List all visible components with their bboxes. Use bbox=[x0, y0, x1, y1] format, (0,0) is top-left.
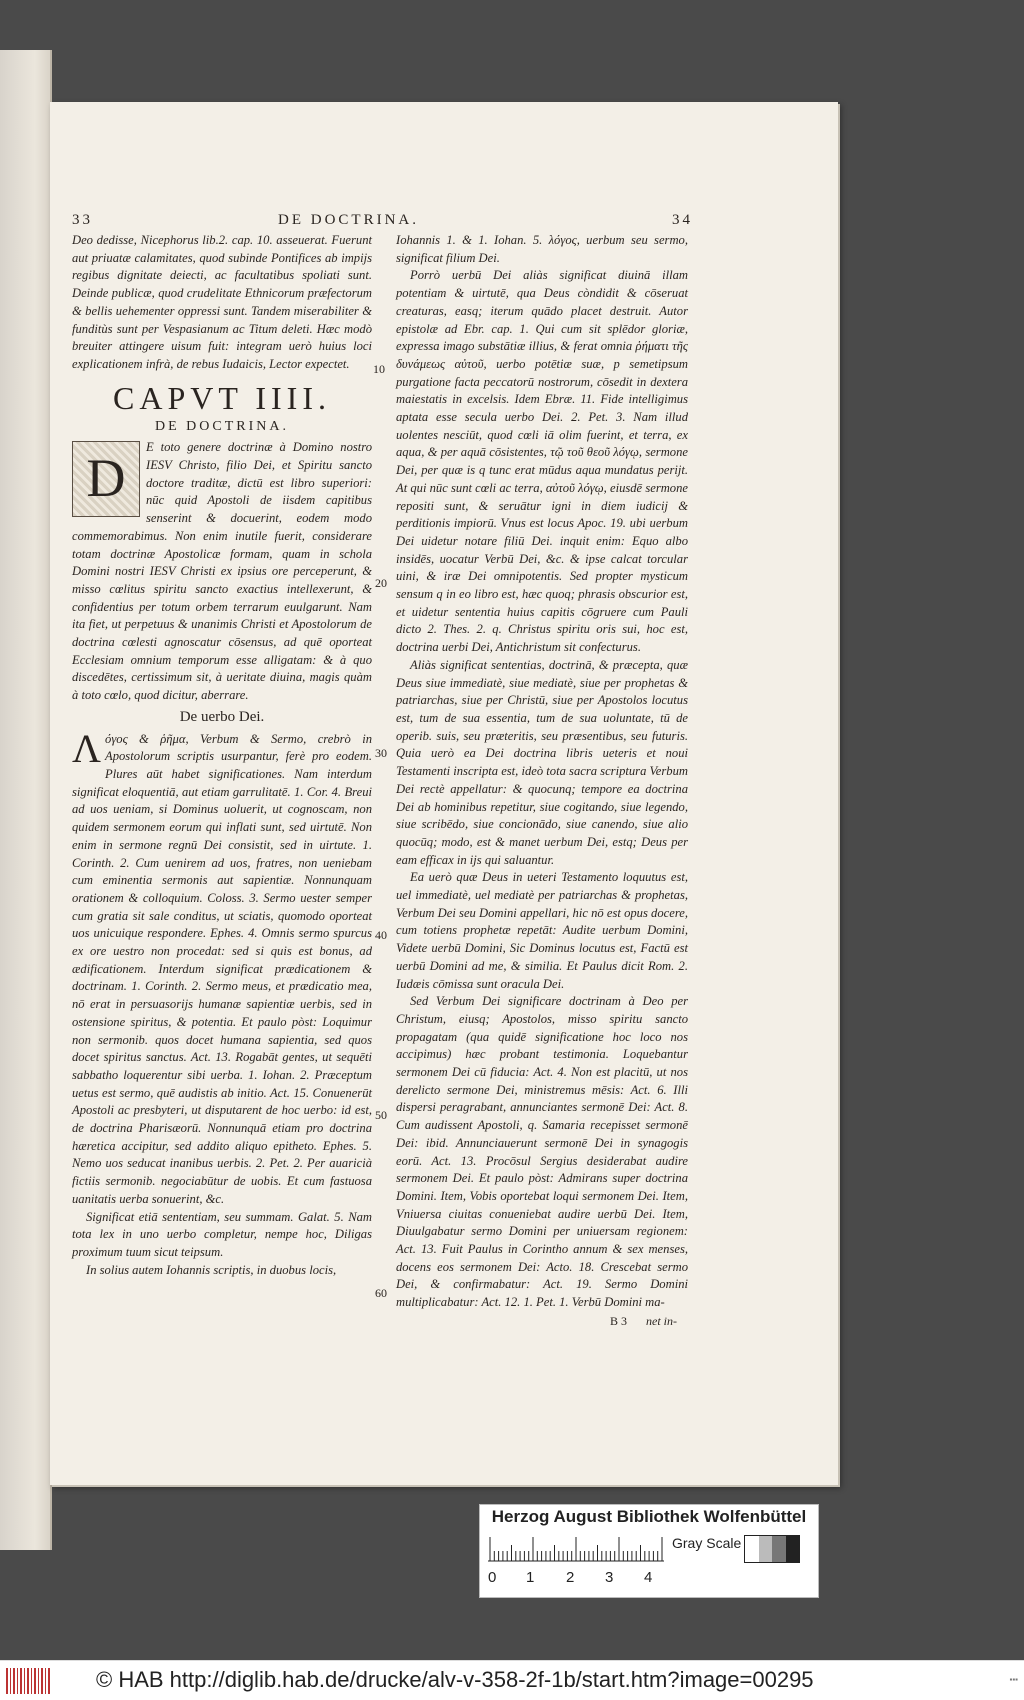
document-page bbox=[50, 102, 838, 1485]
left-paragraph-4: Significat etiā sententiam, seu summam. Galat. 5. Nam tota lex in uno uerbo completur, nempe hoc, Diligas proximum tuum sicut teipsum. bbox=[72, 1209, 372, 1259]
catchword: net in- bbox=[646, 1314, 677, 1328]
ruler-digit-3: 3 bbox=[605, 1569, 614, 1586]
left-paragraph-5: In solius autem Iohannis scriptis, in duobus locis, bbox=[86, 1262, 337, 1277]
viewer-footer bbox=[0, 1660, 1024, 1700]
right-paragraph-2: Porrò uerbū Dei aliàs significat diuinā illam potentiam & uirtutē, qua Deus còndidit & cōseruat creaturas, easq; iterum quādo placet destruit. Autor epistolæ ad Ebr. cap. 1. Qui cum sit splēdor gloriæ, expressa imago substātiæ illius, & ferat omnia ῥήματι τῆς δυνάμεως αὐτοῦ, uerbo potētiæ suæ, p semetipsum purgatione facta peccatorū nostrorum, cōsedit in dextera maiestatis in excelsis. Idem Ebræ. 11. Fide intelligimus aptata esse secula uerbo Dei. 2. Pet. 3. Nam illud uolentes nesciūt, quod cœli iā olim fuerint, et terra, ex aqua, & per aquā cōsistentes, τῷ τοῦ θεοῦ λόγῳ, sermone Dei, per quæ is q tunc erat mūdus aqua mundatus perijt. At qui nūc sunt cœli ac terra, αὐτοῦ λόγῳ, eiusdē sermone repositi sunt, & seruātur igni in diem iudicij & perditionis impiorū. Vnus est locus Apoc. 19. ubi uerbum Dei uidetur notare filiū Dei. inquit enim: Equo albo insidēs, uocatur Verbū Dei, &c. & ipse calcat torcular uini, & iræ Dei omnipotentis. Sed propter mysticum sensum q in eo libro est, hæc quoq; phrasis obscurior est, et uidetur sententia huius capitis cōgruere cum Pauli dicto 2. Thes. 2. q. Christus spiritu oris sui, hoc est, doctrina uerbi Dei, Antichristum sit confecturus. bbox=[396, 268, 688, 655]
line-number-20: 20 bbox=[375, 576, 387, 590]
right-paragraph-1: Iohannis 1. & 1. Iohan. 5. λόγος, uerbum seu sermo, significat filium Dei. bbox=[396, 233, 688, 265]
corner-mark-icon: ▪▪▪ bbox=[1009, 1675, 1018, 1684]
line-number-60: 60 bbox=[375, 1286, 387, 1300]
barcode-icon bbox=[6, 1668, 50, 1694]
chapter-title: CAPVT IIII. bbox=[113, 379, 331, 416]
source-url[interactable]: © HAB http://diglib.hab.de/drucke/alv-v-358-2f-1b/start.htm?image=00295 bbox=[96, 1667, 814, 1692]
running-title: DE DOCTRINA. bbox=[278, 212, 419, 228]
section-title: De uerbo Dei. bbox=[179, 708, 265, 725]
gray-scale-label: Gray Scale bbox=[672, 1535, 742, 1551]
library-color-card bbox=[479, 1504, 819, 1598]
line-number-50: 50 bbox=[375, 1108, 387, 1122]
ruler-digit-2: 2 bbox=[566, 1569, 575, 1586]
signature-mark: B 3 bbox=[610, 1314, 628, 1328]
left-column bbox=[72, 232, 372, 1279]
section-opening bbox=[72, 725, 372, 1209]
chapter-subtitle: DE DOCTRINA. bbox=[155, 418, 289, 434]
left-paragraph-2: E toto genere doctrinæ à Domino nostro IESV Christo, filio Dei, et Spiritu sancto doctore traditæ, dictū est libro superiori: nūc quid Apostoli de iisdem capitibus senserint & docuerint, eodem modo commemorabimus. Non enim inutile fuerit, considerare totam doctrinæ Apostolicæ formam, quam in schola Domini nostri IESV Christi ex ipsius ore perceperunt, & misso cœlitus spiritu sancto exactius intellexerunt, & confidentius per totum orbem terrarum euulgarunt. Nam ita fiet, ut perpetuus & unanimis Christi et Apostolorum de doctrina cœlesti agnoscatur cōsensus, ad quē oporteat Ecclesiam omnium temporum esse alligatam: & à quo discedētes, certissimum sit, à ueritate diuina, magis quàm à toto cœlo, quod dicitur, aberrare. bbox=[72, 440, 372, 703]
ruler-digit-4: 4 bbox=[644, 1569, 653, 1586]
right-paragraph-5: Sed Verbum Dei significare doctrinam à Deo per Christum, eiusq; Apostolos, misso spiritu sancto propagatam (qua quidē significatione hoc loco nos accipimus) hæc probant testimonia. Loquebantur sermonem Dei cū fiducia: Act. 4. Non est placitū, ut nos derelicto sermone Dei, ministremus mēsis: Act. 6. Illi dispersi peragrabant, annunciantes sermonē Dei: Act. 8. Cum audissent Apostoli, q. Samaria recepisset sermonē Dei: ibid. Annunciauerunt sermonē Dei in synagogis eorū. Act. 13. Procōsul Sergius desiderabat audire sermonem Dei. Et paulo pòst: Admirans super doctrina Domini. Item, Vobis oportebat loqui sermonem Dei. Item, Vniuersa ciuitas conueniebat audire uerbū Dei. Item, Diuulgabatur sermo Domini per uniuersam regionem: Act. 13. Fuit Paulus in Corintho annum & sex menses, docens eos sermonem Dei: Acto. 18. Crescebat sermo Dei, & confirmabatur: Act. 19. Sermo Domini multiplicabatur: Act. 12. 1. Pet. 1. Verbū Domini ma- bbox=[396, 994, 688, 1310]
line-number-30: 30 bbox=[375, 746, 387, 760]
facing-page-edge bbox=[0, 50, 52, 1550]
ruler-scale bbox=[488, 1535, 668, 1565]
left-paragraph-3: όγος & ῥῆμα, Verbum & Sermo, crebrò in Apostolorum scriptis usurpantur, ferè pro eodem. Plures aūt habet significationes. Nam interdum significat eloquentiā, aut etiam garrulitatē. 1. Cor. 4. Breui ad uos ueniam, si Dominus uoluerit, ut cognoscam, non quidem sermonem eorum qui inflati sunt, sed uirtutē. Non enim in sermone regnū Dei consistit, sed in uirtute. 1. Corinth. 2. Cum uenirem ad uos, fratres, non ueniebam cum eminentia sermonis aut sapientiæ. Nonnunquam orationem & colloquium. Coloss. 3. Sermo uester semper cum gratia sit sale conditus, ut sciatis, quomodo oporteat uos unicuique respondere. Ephes. 4. Omnis sermo spurcus ex ore uestro non procedat: sed si quis est bonus, ad ædificationem. Interdum significat prædicationem & doctrinam. 1. Corinth. 2. Sermo meus, et prædicatio mea, nō erat in persuasorijs humanæ sapientiæ uerbis, sed in ostensione spiritus, & potentia. Et paulo pòst: Loquimur non sermonib. quos docet humana sapientia, sed quos docet spiritus sanctus. Act. 13. Rogabāt gentes, ut sequēti sabbatho loquerentur sibi uerba. 1. Iohan. 2. Præceptum uetus est sermo, quē audistis ab initio. Act. 15. Conuenerūt Apostoli ac presbyteri, ut disputarent de hoc uerbo: id est, de doctrina Pharisæorū. Nonnunquā etiam pro doctrina hæretica accipitur, sed addito aliquo epitheto. Ephes. 5. Nemo uos seducat inanibus uerbis. 2. Pet. 2. Per auaricià fictiis sermonib. negociabūtur de uobis. Et cum fastuosa uanitatis uerba sonuerint, &c. bbox=[72, 731, 372, 1206]
library-name: Herzog August Bibliothek Wolfenbüttel bbox=[491, 1507, 807, 1526]
right-paragraph-4: Ea uerò quæ Deus in ueteri Testamento loquutus est, uel immediatè, uel mediatè per patriarchas & prophetas, Verbum Dei seu Domini appellari, hic nō est opus docere, cum totiens prophetæ repetāt: Audite uerbum Domini, Videte uerbū Domini, Sic Dominus locutus est, Factū est uerbū Domini ad me, & similia. Et Paulus dicit Rom. 2. Iudæis cōmissa sunt oracula Dei. bbox=[396, 870, 688, 991]
ruler-digit-0: 0 bbox=[488, 1569, 497, 1586]
greek-initial: Λ bbox=[72, 725, 102, 771]
right-column bbox=[396, 232, 688, 1312]
line-number-40: 40 bbox=[375, 928, 387, 942]
gray-scale-swatch bbox=[744, 1535, 800, 1563]
line-number-10: 10 bbox=[373, 362, 385, 376]
decorated-initial: D bbox=[72, 441, 140, 517]
page-number-right: 34 bbox=[672, 212, 693, 228]
page-number-left: 33 bbox=[72, 212, 93, 228]
chapter-opening bbox=[72, 439, 372, 705]
right-paragraph-3: Aliàs significat sententias, doctrinā, & præcepta, quæ Deus siue immediatè, siue mediatè, siue per prophetas & patriarchas, siue per Christū, siue per Apostolos locutus est, tum de sua essentia, tum de sua uoluntate, tū de operib. suis, seu præteritis, seu præsentibus, seu futuris. Quia uerò ea Dei doctrina libris ueteris et noui Testamenti inscripta est, ideò tota sacra scriptura Verbum Dei rectè appellatur: & quocunq; tempore ea doctrina Dei ab hominibus repetitur, siue cogitando, siue legendo, siue scribēdo, siue concionādo, siue canendo, siue alio quocūq; modo, est & manet uerbum Dei, estq; Deus per eam efficax in ijs qui saluantur. bbox=[396, 657, 688, 867]
left-paragraph-1: Deo dedisse, Nicephorus lib.2. cap. 10. asseuerat. Fuerunt aut priuatæ calamitates, quod subinde Pontifices ab impijs regibus dignitate deiecti, ac facultatibus spoliati sunt. Deinde publicæ, quod crudelitate Ethnicorum præfectorum & bellis uehementer oppressi sunt. Tandem miserabiliter & funditùs sunt per Vespasianum ac Titum deleti. Hæc modò breuiter attingere uisum fuit: integram uerò huius loci explicationem infrà, de rebus Iudaicis, Lector expectet. bbox=[72, 233, 372, 371]
ruler-digit-1: 1 bbox=[526, 1569, 535, 1586]
